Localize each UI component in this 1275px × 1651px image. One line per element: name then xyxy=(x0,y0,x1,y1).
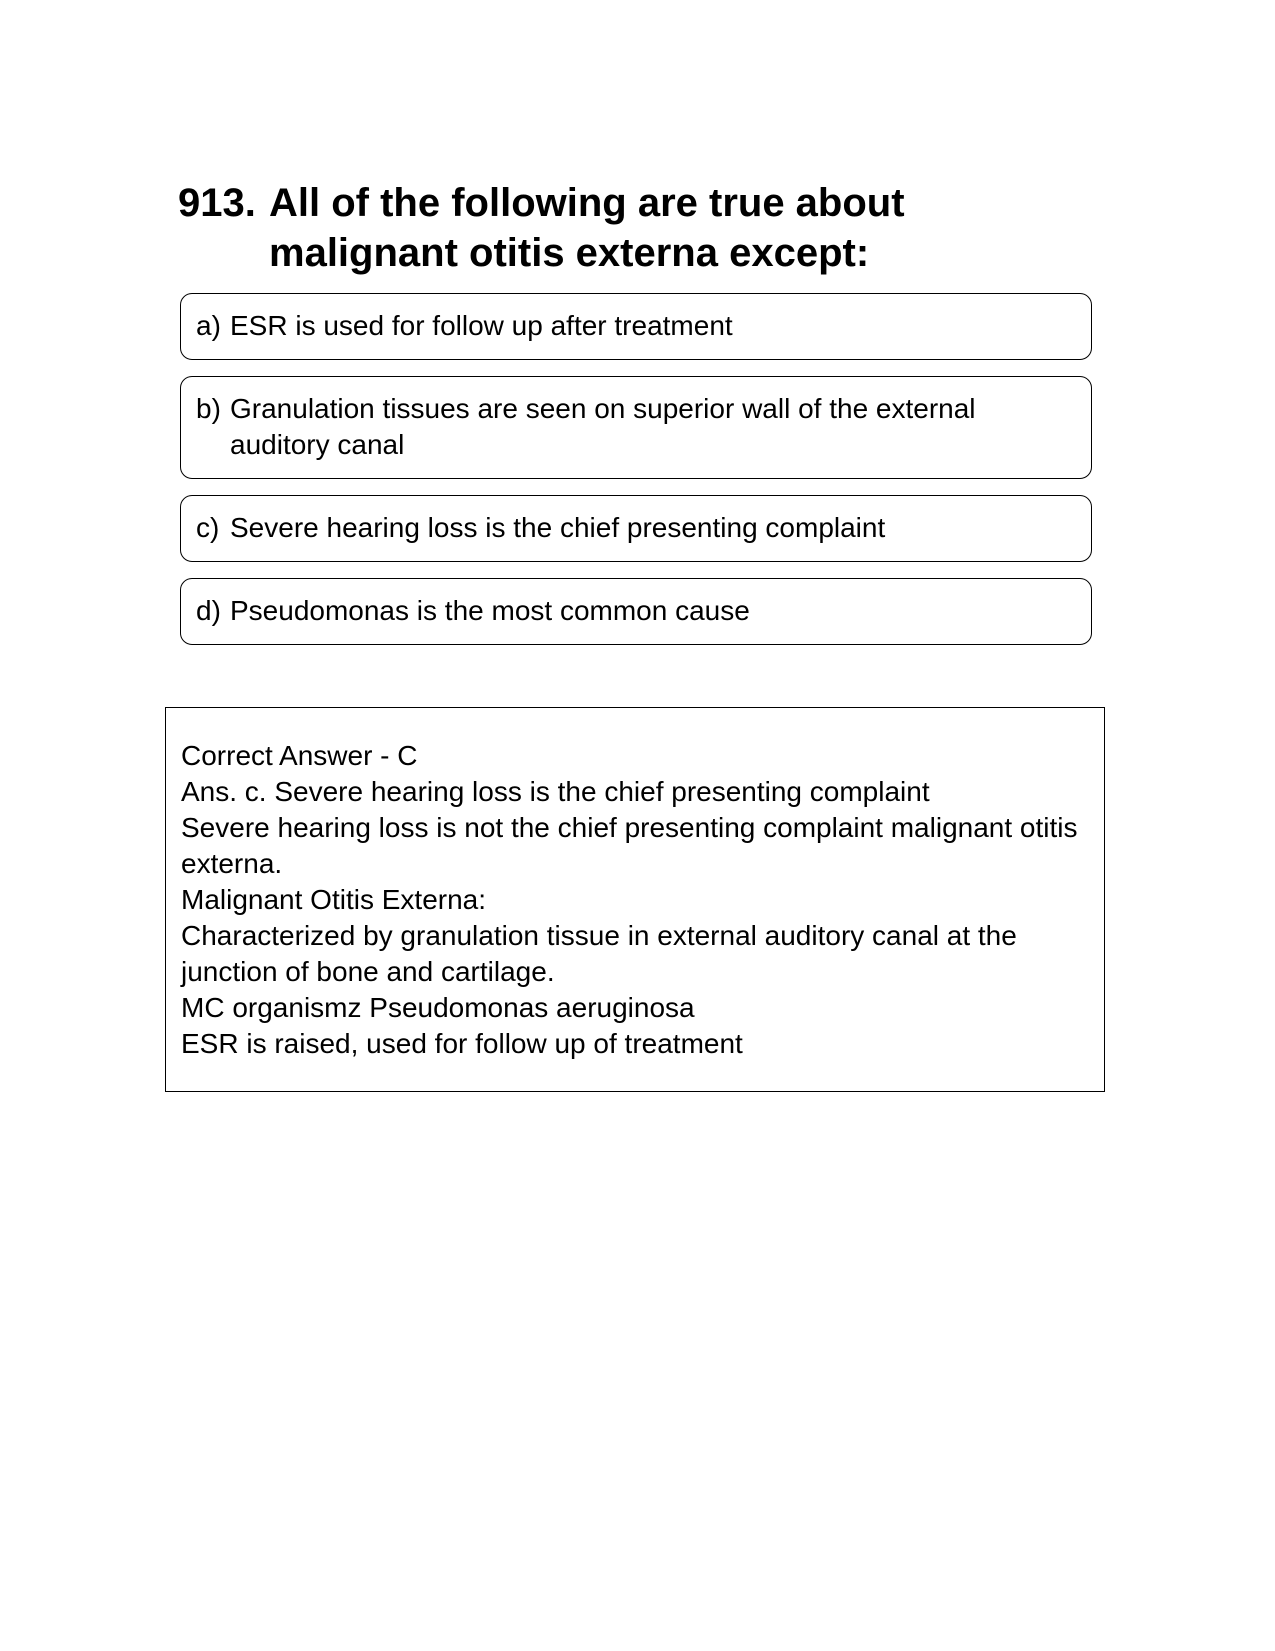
explanation-line: ESR is raised, used for follow up of treatment xyxy=(181,1028,743,1059)
explanation-line: Malignant Otitis Externa: xyxy=(181,884,487,915)
explanation-line: MC organismz Pseudomonas aeruginosa xyxy=(181,992,695,1023)
options-list xyxy=(180,293,1092,661)
explanation-line: Characterized by granulation tissue in external auditory canal at the junction of bone and cartilage. xyxy=(181,920,1017,987)
option-b xyxy=(180,376,1092,479)
question-text: All of the following are true about malignant otitis externa except: xyxy=(269,181,905,275)
option-text: ESR is used for follow up after treatment xyxy=(230,310,733,341)
option-text: Granulation tissues are seen on superior wall of the external auditory canal xyxy=(230,393,976,460)
option-letter: b) xyxy=(196,393,221,424)
option-letter: a) xyxy=(196,310,221,341)
answer-explanation-box xyxy=(165,707,1105,1092)
question-number: 913. xyxy=(178,181,256,225)
explanation-line: Ans. c. Severe hearing loss is the chief presenting complaint xyxy=(181,776,930,807)
option-d xyxy=(180,578,1092,645)
option-a xyxy=(180,293,1092,360)
option-c xyxy=(180,495,1092,562)
option-text: Pseudomonas is the most common cause xyxy=(230,595,750,626)
correct-answer-line: Correct Answer - C xyxy=(181,740,418,771)
option-letter: d) xyxy=(196,595,221,626)
option-letter: c) xyxy=(196,512,220,543)
question-heading xyxy=(178,178,1098,278)
explanation-line: Severe hearing loss is not the chief presenting complaint malignant otitis externa. xyxy=(181,812,1078,879)
option-text: Severe hearing loss is the chief presenting complaint xyxy=(230,512,886,543)
